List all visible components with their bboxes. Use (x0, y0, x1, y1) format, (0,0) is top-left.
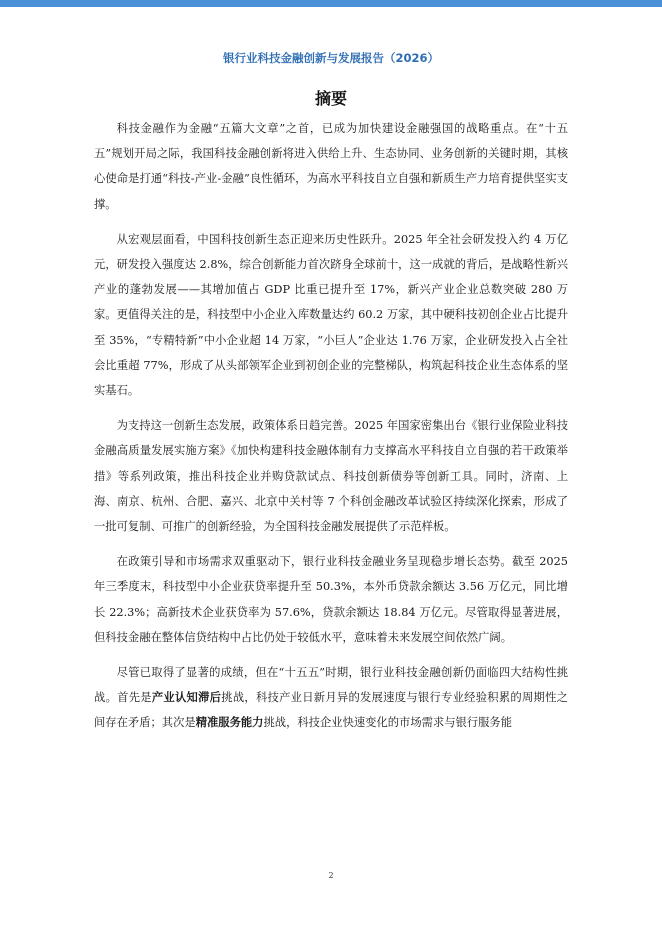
emphasis-industry-cognition: 产业认知滞后 (151, 691, 222, 705)
top-accent-bar (0, 0, 662, 7)
paragraph-1: 科技金融作为金融“五篇大文章”之首，已成为加快建设金融强国的战略重点。在“十五五”规划开局之际，我国科技金融创新将进入供给上升、生态协同、业务创新的关键时期，其核心使命是打通“科技-产业-金融”良性循环，为高水平科技自立自强和新质生产力培育提供坚实支撑。 (94, 122, 568, 211)
paragraph-5-text-b: 挑战，科技产业日新月异的发展速度与银行专业经验积累的周期性之间存在矛盾；其次是 (94, 691, 568, 730)
paragraph-2: 从宏观层面看，中国科技创新生态正迎来历史性跃升。2025 年全社会研发投入约 4 万亿元，研发投入强度达 2.8%，综合创新能力首次跻身全球前十，这一成就的背后，是战略性新兴产业的蓬勃发展——其增加值占 GDP 比重已提升至 17%，新兴产业企业总数突破 280 万家。更值得关注的是，科技型中小企业入库数量达约 60.2 万家，其中硬科技初创企业占比提升至 35%，“专精特新”中小企业超 14 万家，“小巨人”企业达 1.76 万家，企业研发投入占全社会比重超 77%，形成了从头部领军企业到初创企业的完整梯队，构筑起科技企业生态体系的坚实基石。 (94, 232, 568, 398)
paragraph-5-text-c: 挑战，科技企业快速变化的市场需求与银行服务能 (263, 716, 513, 730)
document-header-title: 银行业科技金融创新与发展报告（2026） (222, 51, 439, 65)
paragraph-3: 为支持这一创新生态发展，政策体系日趋完善。2025 年国家密集出台《银行业保险业科技金融高质量发展实施方案》《加快构建科技金融体制有力支撑高水平科技自立自强的若干政策举措》等系列政策，推出科技企业并购贷款试点、科技创新债券等创新工具。同时，济南、上海、南京、杭州、合肥、嘉兴、北京中关村等 7 个科创金融改革试验区持续深化探索，形成了一批可复制、可推广的创新经验，为全国科技金融发展提供了示范样板。 (94, 419, 568, 534)
paragraph-5 (94, 660, 568, 736)
emphasis-precision-service: 精准服务能力 (195, 716, 264, 730)
paragraph-4: 在政策引导和市场需求双重驱动下，银行业科技金融业务呈现稳步增长态势。截至 2025 年三季度末，科技型中小企业获贷率提升至 50.3%，本外币贷款余额达 3.56 万亿元，同比增长 22.3%；高新技术企业获贷率为 57.6%，贷款余额达 18.84 万亿元。尽管取得显著进展，但科技金融在整体信贷结构中占比仍处于较低水平，意味着未来发展空间依然广阔。 (94, 555, 568, 644)
page-number: 2 (328, 871, 334, 880)
document-body (94, 116, 568, 746)
paragraph-5-text-a: 尽管已取得了显著的成绩，但在“十五五”时期，银行业科技金融创新仍面临四大结构性挑战。首先是 (94, 666, 568, 705)
section-title: 摘要 (314, 89, 347, 108)
